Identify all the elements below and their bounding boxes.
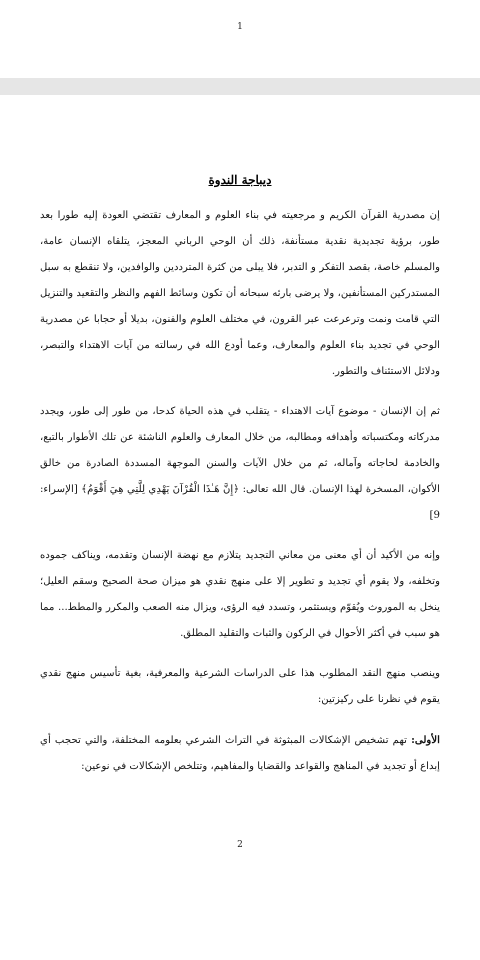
page-number-bottom: 2 — [237, 840, 243, 850]
document-body — [40, 203, 440, 794]
document-page — [0, 95, 480, 960]
previous-page — [0, 0, 480, 78]
paragraph: وينصب منهج النقد المطلوب هذا على الدراسات الشرعية والمعرفية، بغية تأسيس منهج نقدي يقوم في نظرنا على ركيزتين: — [40, 668, 440, 705]
paragraph: إن مصدرية القرآن الكريم و مرجعيته في بناء العلوم و المعارف تقتضي العودة إليه طورا بعد طور، برؤية تجديدية نقدية مستأنفة، ذلك أن الوحي الرباني المعجز، يتلقاه الإنسان عامة، والمسلم خاصة، بقصد التفكر و التدبر، فلا يبلى من كثرة المترددين والوافدين، ولا تنقطع به سبل المستدركين المستأنفين، ولا يرضى بارئه سبحانه أن تكون وسائط الفهم والنظر والتقعيد والتنزيل التي قامت ونمت وترعرعت عبر القرون، في مختلف العلوم والفنون، بديلا أو حجابا عن مصدرية الوحي في تجديد بناء العلوم والمعارف، وعما أودع الله في رسالته من آيات الاهتداء والتبصر، ودلائل الاستئناف والتطور. — [40, 210, 440, 377]
paragraph-first-pillar — [40, 727, 440, 780]
paragraph: ثم إن الإنسان - موضوع آيات الاهتداء - يتقلب في هذه الحياة كدحا، من طور إلى طور، ويجدد مدركاته ومكتسباته وأهدافه ومطالبه، من خلال المعارف والعلوم الناشئة عن تلك الأطوار بالتبع، والخادمة لحاجاته وآماله، ثم من خلال الآيات والسنن الموجهة المسددة الصادرة من خالق الأكوان، المسخرة لهذا الإنسان. قال الله تعالى: ﴿إِنَّ هَـٰذَا الْقُرْآنَ يَهْدِي لِلَّتِي هِيَ أَقْوَمُ﴾ [الإسراء: 9] — [40, 406, 440, 521]
first-pillar-label: الأولى: — [411, 734, 440, 746]
first-pillar-text: تهم تشخيص الإشكالات المبثوثة في التراث الشرعي بعلومه المختلفة، والتي تحجب أي إبداع أو تجديد في المناهج والقواعد والقضايا والمفاهيم، وتتلخص الإشكالات في نوعين: — [40, 735, 440, 772]
paragraph: وإنه من الأكيد أن أي معنى من معاني التجديد يتلازم مع نهضة الإنسان وتقدمه، ويناكف جموده وتخلفه، ولا يقوم أي تجديد و تطوير إلا على منهج نقدي هو ميزان صحة الصحيح وسقم العليل؛ ينخل به الموروث ويُقوّم ويستثمر، وتسدد فيه الرؤى، ويزال منه الصعب والمكرر والمطط... مما هو سبب في أكثر الأحوال في الركون والثبات والتقليد المطلق. — [40, 550, 440, 639]
document-title: ديباجة الندوة — [208, 173, 272, 187]
page-number-top: 1 — [237, 22, 243, 32]
